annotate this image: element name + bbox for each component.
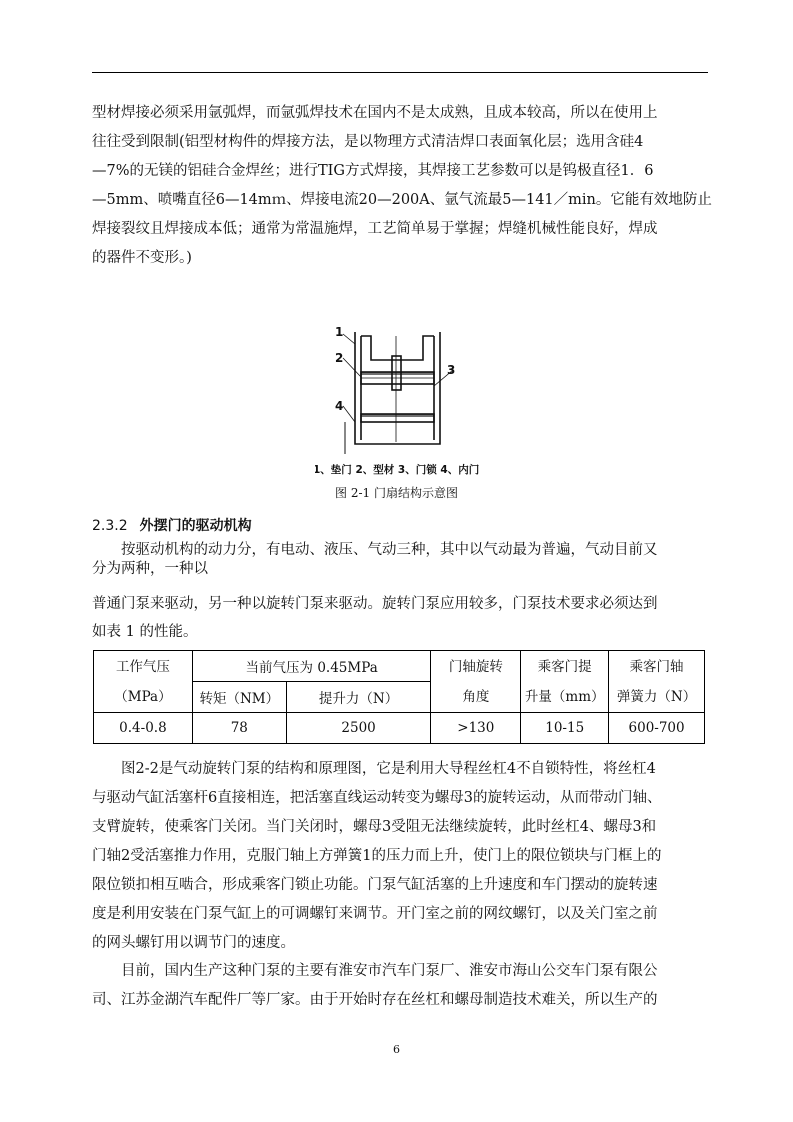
table-cell: 78	[192, 713, 286, 744]
table-header-pressure: 工作气压 （MPa）	[94, 651, 193, 713]
text-line: 图2-2是气动旋转门泵的结构和原理图，它是利用大导程丝杠4不自锁特性，将丝杠4	[121, 761, 656, 777]
section-heading	[92, 515, 252, 535]
page-number: 6	[393, 1043, 400, 1056]
table-cell: 2500	[286, 713, 431, 744]
table-header-torque: 转矩（NM）	[192, 682, 286, 713]
text-line: 的网头螺钉用以调节门的速度。	[92, 935, 295, 951]
text-line: 司、江苏金湖汽车配件厂等厂家。由于开始时存在丝杠和螺母制造技术难关，所以生产的	[92, 992, 658, 1008]
text-line: 的器件不变形。)	[92, 250, 192, 266]
figure-caption: 图 2-1 门扇结构示意图	[335, 486, 458, 500]
table-header-lift: 乘客门提 升量（mm）	[521, 651, 609, 713]
table-cell: 10-15	[521, 713, 609, 744]
text-line: 限位锁扣相互啮合，形成乘客门锁止功能。门泵气缸活塞的上升速度和车门摆动的旋转速	[92, 877, 658, 893]
figure-label-3: 3	[447, 363, 456, 377]
text-line: 型材焊接必须采用氩弧焊，而氩弧焊技术在国内不是太成熟，且成本较高，所以在使用上	[92, 105, 658, 121]
paragraph-manufacturers	[92, 957, 710, 1015]
figure-legend: 1、垫门 2、型材 3、门锁 4、内门	[315, 464, 480, 476]
paragraph-welding	[92, 99, 710, 273]
figure-label-1: 1	[335, 325, 344, 339]
table-header-spring: 乘客门轴 弹簧力（N）	[609, 651, 705, 713]
table-header-rotation: 门轴旋转 角度	[431, 651, 521, 713]
text-line: 目前，国内生产这种门泵的主要有淮安市汽车门泵厂、淮安市海山公交车门泵有限公	[121, 963, 658, 979]
paragraph-drive-line: 普通门泵来驱动，另一种以旋转门泵来驱动。旋转门泵应用较多，门泵技术要求必须达到	[92, 596, 658, 612]
text-line: —7%的无镁的铝硅合金焊丝；进行TIG方式焊接，其焊接工艺参数可以是钨极直径1．6	[92, 163, 654, 179]
section-number: 2.3.2	[92, 518, 128, 534]
table-header-lift-force: 提升力（N）	[286, 682, 431, 713]
table-cell: 0.4-0.8	[94, 713, 193, 744]
paragraph-rotary-pump	[92, 755, 710, 958]
door-pump-spec-table	[93, 650, 705, 744]
paragraph-drive-line: 分为两种，一种以	[92, 561, 208, 577]
paragraph-drive-line: 按驱动机构的动力分，有电动、液压、气动三种，其中以气动最为普遍，气动目前又	[121, 542, 658, 558]
header-rule	[92, 72, 708, 73]
table-cell: 600-700	[609, 713, 705, 744]
door-structure-diagram	[315, 322, 485, 480]
table-cell: >130	[431, 713, 521, 744]
door-structure-figure	[315, 322, 485, 480]
figure-label-2: 2	[335, 351, 344, 365]
table-row	[94, 713, 705, 744]
section-title: 外摆门的驱动机构	[139, 518, 252, 534]
text-line: 度是利用安装在门泵气缸上的可调螺钉来调节。开门室之前的网纹螺钉，以及关门室之前	[92, 906, 658, 922]
text-line: —5mm、喷嘴直径6—14mｍ、焊接电流20—200A、氩气流最5—141／min。它能有效地防止	[92, 192, 712, 208]
paragraph-drive-line: 如表 1 的性能。	[92, 624, 198, 640]
text-line: 往往受到限制(铝型材构件的焊接方法，是以物理方式清洁焊口表面氧化层；选用含硅4	[92, 134, 644, 150]
text-line: 支臂旋转，使乘客门关闭。当门关闭时，螺母3受阻无法继续旋转，此时丝杠4、螺母3和	[92, 819, 657, 835]
text-line: 门轴2受活塞推力作用，克服门轴上方弹簧1的压力而上升，使门上的限位锁块与门框上的	[92, 848, 662, 864]
text-line: 与驱动气缸活塞杆6直接相连，把活塞直线运动转变为螺母3的旋转运动，从而带动门轴、	[92, 790, 662, 806]
figure-label-4: 4	[335, 399, 344, 413]
text-line: 焊接裂纹且焊接成本低；通常为常温施焊，工艺简单易于掌握；焊缝机械性能良好，焊成	[92, 221, 658, 237]
table-header-current-pressure: 当前气压为 0.45MPa	[192, 651, 431, 682]
